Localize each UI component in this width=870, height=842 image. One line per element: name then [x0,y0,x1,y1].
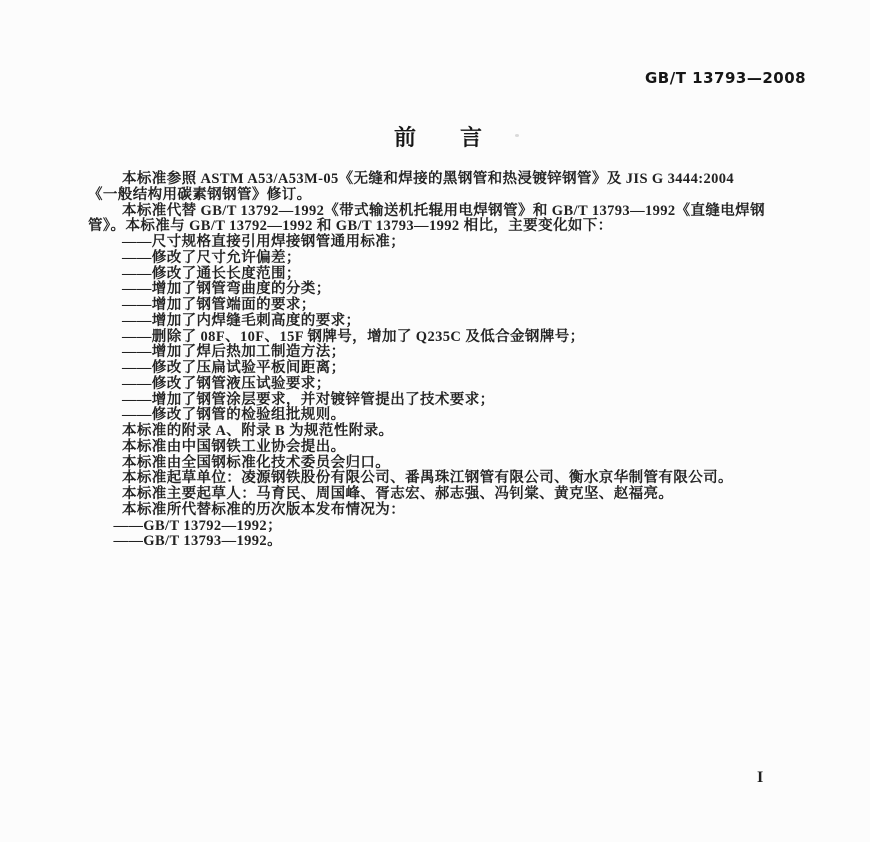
foreword-line: ——增加了钢管端面的要求； [122,297,316,313]
scan-artifact [515,134,519,137]
foreword-body [88,172,798,550]
foreword-line: ——删除了 08F、10F、15F 钢牌号，增加了 Q235C 及低合金钢牌号； [122,328,585,345]
foreword-line: ——GB/T 13792—1992； [113,517,282,534]
foreword-line: 本标准起草单位：凌源钢铁股份有限公司、番禺珠江钢管有限公司、衡水京华制管有限公司。 [122,470,733,487]
foreword-line: ——增加了内焊缝毛刺高度的要求； [122,312,361,329]
foreword-line: ——修改了通长长度范围； [122,265,301,282]
foreword-line: 本标准参照 ASTM A53/A53M-05《无缝和焊接的黑钢管和热浸镀锌钢管》及 JIS G 3444:2004 [122,171,735,187]
foreword-line: ——尺寸规格直接引用焊接钢管通用标准； [122,234,406,250]
foreword-line: 管》。本标准与 GB/T 13792—1992 和 GB/T 13793—1992 相比，主要变化如下： [88,218,613,235]
foreword-line: 《一般结构用碳素钢钢管》修订。 [88,186,312,203]
foreword-line: 本标准的附录 A、附录 B 为规范性附录。 [122,423,394,439]
foreword-line: 本标准主要起草人：马育民、周国峰、胥志宏、郝志强、冯钊棠、黄克坚、赵福亮。 [122,486,674,502]
foreword-line: ——增加了钢管弯曲度的分类； [122,281,331,298]
foreword-line: ——修改了钢管的检验组批规则。 [122,407,346,424]
foreword-line: ——修改了压扁试验平板间距离； [122,360,346,376]
foreword-line: ——修改了钢管液压试验要求； [122,375,331,392]
foreword-line: ——修改了尺寸允许偏差； [122,249,301,266]
standard-number: GB/T 13793—2008 [645,69,807,87]
foreword-line: 本标准由全国钢标准化技术委员会归口。 [122,454,391,471]
foreword-line: 本标准所代替标准的历次版本发布情况为： [122,501,406,518]
foreword-line: 本标准由中国钢铁工业协会提出。 [122,438,346,455]
foreword-line: ——GB/T 13793—1992。 [113,533,282,550]
foreword-line: ——增加了钢管涂层要求，并对镀锌管提出了技术要求； [122,391,495,408]
page-number: I [757,769,764,786]
foreword-line: 本标准代替 GB/T 13792—1992《带式输送机托辊用电焊钢管》和 GB/T 13793—1992《直缝电焊钢 [122,202,765,219]
page-title: 前 言 [393,126,482,151]
foreword-line: ——增加了焊后热加工制造方法； [122,344,346,361]
